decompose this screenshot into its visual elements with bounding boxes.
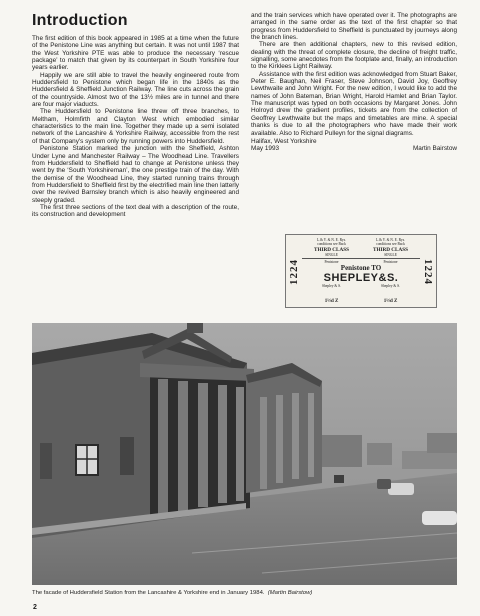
ticket-origin: Penistone [340, 264, 370, 272]
ticket-number-right: 1224 [422, 259, 434, 285]
signoff-date: May 1993 [251, 145, 280, 153]
caption-text: The facade of Huddersfield Station from the Lancashire & Yorkshire end in January 1984. [32, 590, 265, 596]
ticket-type: SINGLE [384, 253, 397, 257]
ticket-destination: SHEPLEY&S. [323, 272, 399, 284]
ticket-issuer: L.& Y. & N. E. Rys. [375, 238, 405, 242]
ticket-from: Penistone [383, 260, 398, 264]
paragraph: and the train services which have operated over it. The photographs are arranged in the same order as the text of the first chapter so that progress from Huddersfield to Sheffield is punctuated by journeys along the branch lines. [251, 12, 457, 42]
signoff-author: Martin Bairstow [412, 145, 457, 153]
paragraph: There are then additional chapters, new to this revised edition, dealing with the threat of complete closure, the decline of freight traffic, signalling, some anecdotes from the footplate and, finally, an introduction to the Kirklees Light Railway. [251, 41, 457, 71]
paragraph: The first edition of this book appeared in 1985 at a time when the future of the Penistone Line was anything but certain. It was not until 1987 that the West Yorkshire PTE was able to produce the necessary ‘rescue package’ to match that given by its counterpart in South Yorkshire four years earlier. [32, 35, 239, 72]
ticket-number-left: 1224 [288, 259, 300, 285]
ticket-conditions: conditions see Back [317, 242, 346, 246]
station-photo [32, 323, 457, 585]
ticket-from: Penistone [324, 260, 339, 264]
paragraph: Penistone Station marked the junction with the Sheffield, Ashton Under Lyne and Manchester Railway – The Woodhead Line. Travellers from Huddersfield to Sheffield had to change at Penistone unless they went by the ‘South Yorkshireman’, the one prestige train of the day. With the demise of the Woodhead Line, they started running trains through from Huddersfield to Sheffield first by the electrified main line then latterly over the revived Barnsley branch which is also heavily engineered and steeply graded. [32, 145, 239, 204]
paragraph: Happily we are still able to travel the heavily engineered route from Huddersfield to Penistone which began life in the 1840s as the Huddersfield & Sheffield Junction Railway. The line cuts across the grain of the countryside. Almost two of the 13½ miles are in tunnel and there are four major viaducts. [32, 71, 239, 109]
signoff-place: Halifax, West Yorkshire [251, 137, 317, 145]
railway-ticket [285, 234, 437, 308]
ticket-fare: 1½d Z [324, 299, 339, 304]
paragraph: The Huddersfield to Penistone line threw off three branches, to Meltham, Holmfirth and Clayton West which embodied similar characteristics to the main line. Together they made up a semi isolated network of the Lancashire & Yorkshire Railway, accessible from the rest of that Company's system only by running powers into Huddersfield. [32, 108, 239, 145]
page-number: 2 [33, 604, 37, 611]
right-column [251, 12, 457, 153]
signoff [251, 138, 457, 153]
ticket-type: SINGLE [325, 253, 338, 257]
ticket-class: THIRD CLASS [313, 247, 350, 253]
photo-caption [32, 590, 457, 597]
left-column [32, 12, 239, 219]
paragraph: Assistance with the first edition was acknowledged from Stuart Baker, Peter E. Baughan, Neil Fraser, Steve Johnson, David Joy, Geoffrey Lewthwaite and John Wright. For the new edition, I would like to add the names of John Bateman, Brian Wright, Harold Hamlet and Brian Taylor. The manuscript was typed on both occasions by Margaret Jones. John Holroyd drew the gradient profiles, tickets are from the collection of Geoffrey Lewthwaite but the maps and timetables are mine. A special thanks is due to all the photographers who have made their work available. Also to Richard Pulleyn for the signal diagrams. [251, 70, 457, 137]
ticket-sub: Shepley & S. [321, 284, 342, 288]
ticket-issuer: L.& Y. & N. E. Rys. [316, 238, 346, 242]
page-heading: Introduction [32, 12, 128, 29]
ticket-fare: 1½d Z [383, 299, 398, 304]
ticket-to: TO [371, 264, 382, 272]
ticket-sub: Shepley & S. [380, 284, 401, 288]
photo-credit: (Martin Bairstow) [267, 590, 313, 596]
ticket-conditions: conditions see Back [376, 242, 405, 246]
ticket-class: THIRD CLASS [372, 247, 409, 253]
paragraph: The first three sections of the text deal with a description of the route, its construction and development [32, 203, 239, 219]
